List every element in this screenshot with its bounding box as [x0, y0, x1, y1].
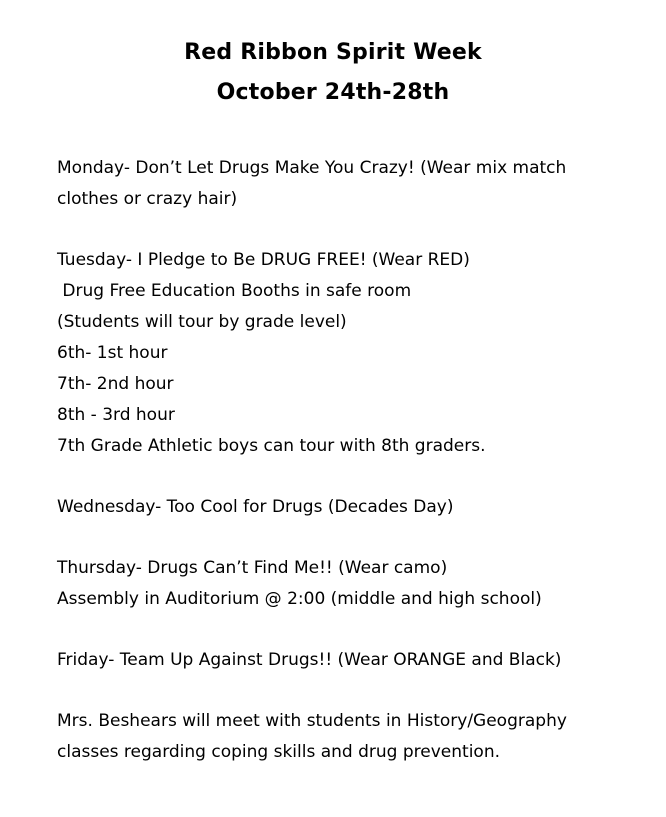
- thursday-heading: Thursday- Drugs Can’t Find Me!! (Wear camo): [57, 558, 448, 578]
- section-spacer: [57, 215, 617, 245]
- friday-section: [57, 645, 617, 676]
- tour-slot-7th: 7th- 2nd hour: [57, 374, 174, 394]
- flyer-dates: October 24th-28th: [216, 80, 450, 105]
- tuesday-section: [57, 245, 617, 462]
- thursday-section: [57, 553, 617, 615]
- thursday-assembly: Assembly in Auditorium @ 2:00 (middle and high school): [57, 589, 542, 609]
- monday-section: [57, 153, 617, 215]
- monday-heading-continued: clothes or crazy hair): [57, 189, 238, 209]
- flyer-title: Red Ribbon Spirit Week: [184, 40, 482, 65]
- section-spacer: [57, 676, 617, 706]
- wednesday-heading: Wednesday- Too Cool for Drugs (Decades Day): [57, 497, 454, 517]
- closing-note-continued: classes regarding coping skills and drug prevention.: [57, 742, 501, 762]
- section-spacer: [57, 462, 617, 492]
- tuesday-heading: Tuesday- I Pledge to Be DRUG FREE! (Wear RED): [57, 250, 470, 270]
- tuesday-athletic-note: 7th Grade Athletic boys can tour with 8th graders.: [57, 436, 486, 456]
- tour-slot-6th: 6th- 1st hour: [57, 343, 168, 363]
- friday-heading: Friday- Team Up Against Drugs!! (Wear ORANGE and Black): [57, 650, 562, 670]
- section-spacer: [57, 615, 617, 645]
- tuesday-booths: Drug Free Education Booths in safe room: [57, 281, 412, 301]
- closing-note: Mrs. Beshears will meet with students in History/Geography: [57, 711, 567, 731]
- tuesday-tour-note: (Students will tour by grade level): [57, 312, 347, 332]
- tour-slot-8th: 8th - 3rd hour: [57, 405, 175, 425]
- closing-section: [57, 706, 617, 768]
- monday-heading: Monday- Don’t Let Drugs Make You Crazy! (Wear mix match: [57, 158, 567, 178]
- wednesday-section: [57, 492, 617, 523]
- section-spacer: [57, 523, 617, 553]
- schedule-body: [57, 153, 617, 768]
